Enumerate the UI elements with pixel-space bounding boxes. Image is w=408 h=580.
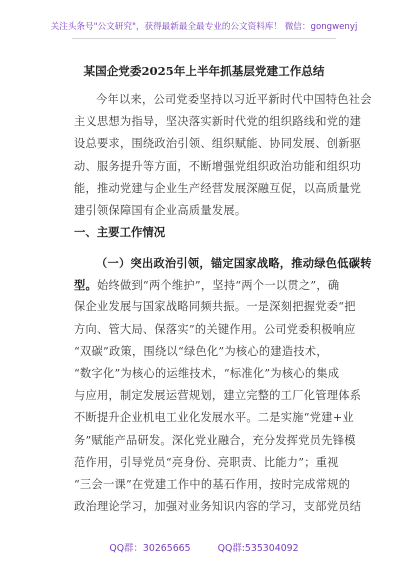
paragraph-line: 能，推动党建与企业生产经营发展深融互促，以高质量党 [74,181,362,195]
paragraph-line: 与应用，制定发展运营规划，建立完整的工厂化管理体系 [74,389,362,403]
paragraph-line: 政治理论学习，加强对业务知识内容的学习，支部党员结 [74,500,362,514]
subsection-heading: （一）突出政治引领，锚定国家战略，推动绿色低碳转 [96,256,372,270]
paragraph-line: 设总要求，围绕政治引领、组织赋能、协同发展、创新驱 [74,137,362,151]
paragraph-line: 务”赋能产品研发。深化党业融合，充分发挥党员先锋模 [74,433,356,447]
paragraph-line: 范作用，引导党员“亮身份、亮职责、比能力”；重视 [74,455,339,469]
paragraph-line: 方向、管大局、保落实”的关键作用。公司党委积极响应 [74,322,356,336]
paragraph-line: 主义思想为指导，坚决落实新时代党的组织路线和党的建 [74,115,362,129]
footer-qq-group-1: QQ群：30265665 [109,543,191,554]
paragraph-line: “数字化”为核心的运维技术，“标准化”为核心的集成 [74,366,340,380]
paragraph-line: 建引领保障国有企业高质量发展。 [74,203,247,217]
paragraph-line: “双碳”政策，围绕以“绿色化”为核心的建造技术， [74,344,328,358]
subsection-paragraph [74,252,372,518]
footer-qq-group-2: QQ群:535304092 [217,543,299,554]
paragraph-line: 不断提升企业机电工业化发展水平。二是实施“党建+业 [74,411,354,425]
header-divider [72,38,336,39]
paragraph-line: “三会一课”在党建工作中的基石作用，按时完成常规的 [74,477,351,491]
header-banner: 关注头条号"公文研究"，获得最新最全最专业的公文资料库！ 微信：gongwenyj [50,22,358,32]
intro-paragraph [74,89,372,222]
section-heading: 一、主要工作情况 [74,225,166,239]
paragraph-line: 动、服务提升等方面，不断增强党组织政治功能和组织功 [74,159,362,173]
paragraph-line-text: 始终做到“两个维护”，坚持“两个一以贯之”，确 [96,279,340,293]
document-title: 某国企党委2025年上半年抓基层党建工作总结 [83,64,325,78]
footer [0,540,408,554]
paragraph-line: 保企业发展与国家战略同频共振。一是深刻把握党委“把 [74,300,356,314]
paragraph-line: 今年以来，公司党委坚持以习近平新时代中国特色社会 [96,93,372,106]
subsection-heading-end: 型。 [74,278,97,293]
paragraph-line [74,274,340,296]
